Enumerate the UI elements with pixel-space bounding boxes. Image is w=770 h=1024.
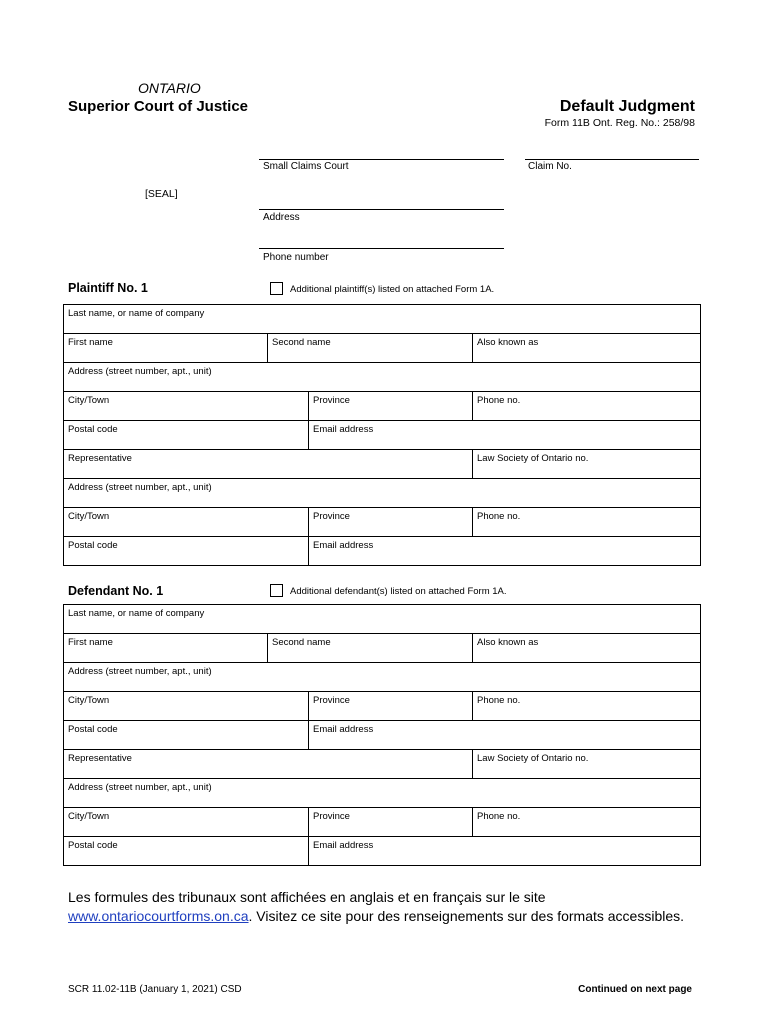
plaintiff-title: Plaintiff No. 1 — [68, 281, 148, 295]
defendant-lso-field[interactable]: Law Society of Ontario no. — [473, 750, 701, 779]
form-subtitle: Form 11B Ont. Reg. No.: 258/98 — [544, 117, 695, 129]
ontario-court-forms-link[interactable]: www.ontariocourtforms.on.ca — [68, 908, 249, 924]
additional-defendants-checkbox[interactable] — [270, 584, 283, 597]
claim-no-line[interactable] — [525, 159, 699, 160]
plaintiff-representative-field[interactable]: Representative — [64, 450, 473, 479]
address-label: Address — [263, 212, 300, 223]
form-title: Default Judgment — [559, 98, 695, 115]
phone-number-line[interactable] — [259, 248, 504, 249]
defendant-table — [63, 604, 701, 866]
additional-defendants-label: Additional defendant(s) listed on attached Form 1A. — [290, 586, 507, 597]
plaintiff-postal-field[interactable]: Postal code — [64, 421, 309, 450]
plaintiff-province-field[interactable]: Province — [309, 392, 473, 421]
plaintiff-rep-email-field[interactable]: Email address — [309, 537, 701, 566]
defendant-city-field[interactable]: City/Town — [64, 692, 309, 721]
phone-number-label: Phone number — [263, 252, 329, 263]
continued-label: Continued on next page — [578, 984, 692, 995]
address-line[interactable] — [259, 209, 504, 210]
small-claims-court-line[interactable] — [259, 159, 504, 160]
defendant-phone-field[interactable]: Phone no. — [473, 692, 701, 721]
plaintiff-aka-field[interactable]: Also known as — [473, 334, 701, 363]
defendant-rep-postal-field[interactable]: Postal code — [64, 837, 309, 866]
plaintiff-rep-province-field[interactable]: Province — [309, 508, 473, 537]
defendant-province-field[interactable]: Province — [309, 692, 473, 721]
french-notice — [68, 888, 728, 926]
additional-plaintiffs-checkbox[interactable] — [270, 282, 283, 295]
notice-line-2-text: . Visitez ce site pour des renseignements sur des formats accessibles. — [248, 908, 685, 924]
claim-no-label: Claim No. — [528, 161, 572, 172]
defendant-rep-phone-field[interactable]: Phone no. — [473, 808, 701, 837]
defendant-title: Defendant No. 1 — [68, 584, 164, 598]
defendant-postal-field[interactable]: Postal code — [64, 721, 309, 750]
plaintiff-rep-address-field[interactable]: Address (street number, apt., unit) — [64, 479, 701, 508]
notice-line-2 — [68, 907, 728, 926]
plaintiff-phone-field[interactable]: Phone no. — [473, 392, 701, 421]
defendant-rep-city-field[interactable]: City/Town — [64, 808, 309, 837]
plaintiff-first-name-field[interactable]: First name — [64, 334, 268, 363]
plaintiff-rep-postal-field[interactable]: Postal code — [64, 537, 309, 566]
plaintiff-rep-phone-field[interactable]: Phone no. — [473, 508, 701, 537]
province-label: ONTARIO — [138, 80, 201, 96]
small-claims-court-label: Small Claims Court — [263, 161, 349, 172]
form-code: SCR 11.02-11B (January 1, 2021) CSD — [68, 984, 242, 995]
plaintiff-city-field[interactable]: City/Town — [64, 392, 309, 421]
defendant-last-name-field[interactable]: Last name, or name of company — [64, 605, 701, 634]
plaintiff-last-name-field[interactable]: Last name, or name of company — [64, 305, 701, 334]
defendant-address-field[interactable]: Address (street number, apt., unit) — [64, 663, 701, 692]
plaintiff-lso-field[interactable]: Law Society of Ontario no. — [473, 450, 701, 479]
notice-line-1: Les formules des tribunaux sont affichées en anglais et en français sur le site — [68, 889, 546, 905]
plaintiff-rep-city-field[interactable]: City/Town — [64, 508, 309, 537]
defendant-email-field[interactable]: Email address — [309, 721, 701, 750]
plaintiff-table — [63, 304, 701, 566]
defendant-representative-field[interactable]: Representative — [64, 750, 473, 779]
defendant-rep-email-field[interactable]: Email address — [309, 837, 701, 866]
plaintiff-email-field[interactable]: Email address — [309, 421, 701, 450]
plaintiff-address-field[interactable]: Address (street number, apt., unit) — [64, 363, 701, 392]
defendant-rep-province-field[interactable]: Province — [309, 808, 473, 837]
seal-label: [SEAL] — [145, 188, 178, 200]
court-title: Superior Court of Justice — [68, 98, 249, 115]
defendant-rep-address-field[interactable]: Address (street number, apt., unit) — [64, 779, 701, 808]
plaintiff-second-name-field[interactable]: Second name — [268, 334, 473, 363]
defendant-aka-field[interactable]: Also known as — [473, 634, 701, 663]
defendant-first-name-field[interactable]: First name — [64, 634, 268, 663]
additional-plaintiffs-label: Additional plaintiff(s) listed on attached Form 1A. — [290, 284, 495, 295]
defendant-second-name-field[interactable]: Second name — [268, 634, 473, 663]
